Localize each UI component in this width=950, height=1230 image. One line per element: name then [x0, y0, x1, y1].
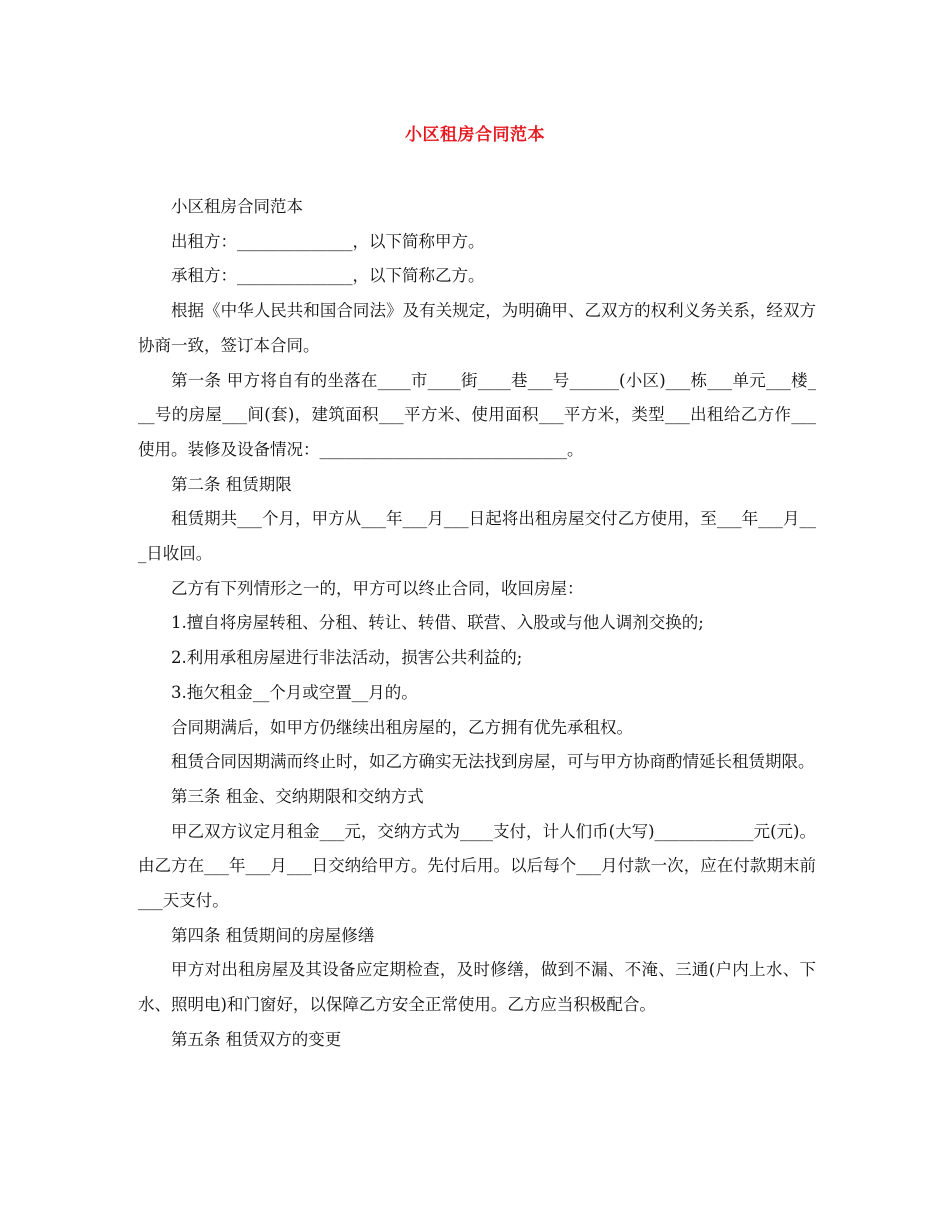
paragraph-repairs: 甲方对出租房屋及其设备应定期检查，及时修缮，做到不漏、不淹、三通(户内上水、下水、照明电)和门窗好，以保障乙方安全正常使用。乙方应当积极配合。: [138, 960, 816, 1015]
paragraph-rent-terms: 甲乙双方议定月租金___元，交纳方式为____支付，计人们币(大写)____________元(元)。由乙方在___年___月___日交纳给甲方。先付后用。以后每个___月付款一次，应在付款期末前___天支付。: [138, 821, 816, 911]
paragraph-lessor: 出租方：______________，以下简称甲方。: [171, 231, 485, 251]
paragraph-lessee: 承租方：______________，以下简称乙方。: [171, 266, 485, 286]
paragraph-termination-item-1: 1.擅自将房屋转租、分租、转让、转借、联营、入股或与他人调剂交换的;: [171, 613, 704, 633]
document-body: [138, 190, 816, 1058]
paragraph-termination-intro: 乙方有下列情形之一的，甲方可以终止合同，收回房屋：: [171, 578, 584, 598]
paragraph-article-5-heading: 第五条 租赁双方的变更: [171, 1029, 342, 1049]
paragraph-article-4-heading: 第四条 租赁期间的房屋修缮: [171, 925, 375, 945]
document-title: 小区租房合同范本: [405, 125, 545, 145]
paragraph-extension: 租赁合同因期满而终止时，如乙方确实无法找到房屋，可与甲方协商酌情延长租赁期限。: [171, 752, 815, 772]
paragraph-termination-item-3: 3.拖欠租金__个月或空置__月的。: [171, 682, 418, 702]
paragraph-article-2-heading: 第二条 租赁期限: [171, 474, 292, 494]
paragraph-termination-item-2: 2.利用承租房屋进行非法活动，损害公共利益的;: [171, 648, 523, 668]
paragraph-priority-right: 合同期满后，如甲方仍继续出租房屋的，乙方拥有优先承租权。: [171, 717, 633, 737]
paragraph-article-3-heading: 第三条 租金、交纳期限和交纳方式: [171, 786, 424, 806]
paragraph-heading: 小区租房合同范本: [171, 197, 303, 216]
paragraph-preamble: 根据《中华人民共和国合同法》及有关规定，为明确甲、乙双方的权利义务关系，经双方协商一致，签订本合同。: [138, 301, 816, 355]
paragraph-lease-term: 租赁期共___个月，甲方从___年___月___日起将出租房屋交付乙方使用，至___年___月___日收回。: [138, 509, 816, 564]
paragraph-article-1: 第一条 甲方将自有的坐落在____市____街____巷___号______(小区)___栋___单元___楼___号的房屋___间(套)，建筑面积___平方米、使用面积___平方米，类型___出租给乙方作___使用。装修及设备情况：______________________________。: [138, 370, 816, 459]
